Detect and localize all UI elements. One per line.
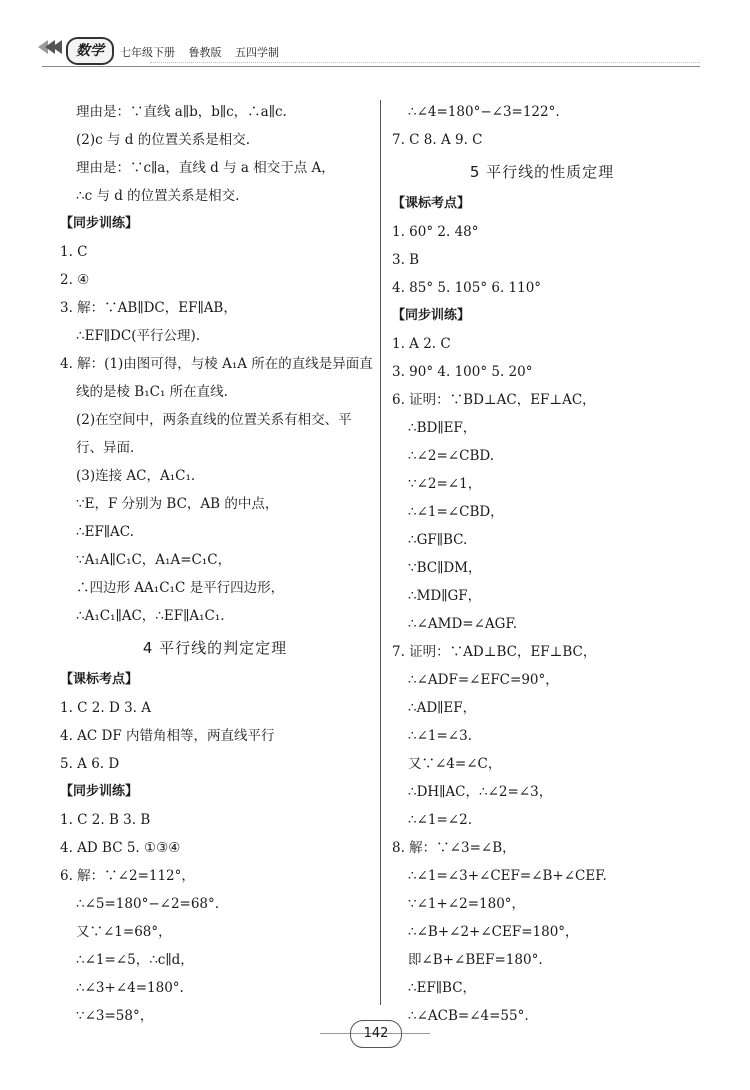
answer-line: ∴∠ACB=∠4=55°.: [408, 1008, 529, 1024]
answer-line: ∴∠1=∠2.: [408, 812, 472, 828]
answer-line: 1. A 2. C: [392, 336, 451, 352]
answer-line: ∴∠1=∠CBD，: [408, 504, 504, 520]
answer-line: ∴四边形 AA₁C₁C 是平行四边形，: [76, 580, 285, 596]
answer-line: ∴∠ADF=∠EFC=90°，: [408, 672, 559, 688]
answer-line: 1. C 2. D 3. A: [60, 700, 151, 716]
answer-line: ∴∠1=∠5，∴c∥d，: [76, 952, 194, 968]
section-label: 【课标考点】: [392, 196, 471, 211]
answer-line: (2)c 与 d 的位置关系是相交.: [76, 132, 250, 148]
arrow-decoration-icon: [38, 40, 59, 54]
answer-line: ∴c 与 d 的位置关系是相交.: [76, 188, 240, 204]
answer-line: ∴∠3+∠4=180°.: [76, 980, 184, 996]
answer-line: (2)在空间中，两条直线的位置关系有相交、平: [76, 412, 352, 428]
section-title: 5 平行线的性质定理: [469, 163, 615, 181]
grade-label: 七年级下册: [120, 46, 175, 59]
subject-badge: 数学: [66, 37, 114, 65]
section-label: 【同步训练】: [60, 784, 139, 799]
answer-line: ∴∠B+∠2+∠CEF=180°，: [408, 924, 579, 940]
answer-line: 4. 解：(1)由图可得，与棱 A₁A 所在的直线是异面直: [60, 356, 373, 372]
left-column: [60, 98, 373, 1030]
answer-line: ∴∠AMD=∠AGF.: [408, 616, 518, 632]
section-label: 【课标考点】: [60, 672, 139, 687]
answer-line: ∴EF∥AC.: [76, 524, 134, 540]
answer-line: ∴MD∥GF，: [408, 588, 482, 604]
answer-line: 1. 60° 2. 48°: [392, 224, 479, 240]
answer-line: 4. 85° 5. 105° 6. 110°: [392, 280, 542, 296]
answer-line: ∴GF∥BC.: [408, 532, 468, 548]
right-column: [392, 98, 692, 1030]
answer-line: ∵E，F 分别为 BC，AB 的中点，: [76, 496, 279, 512]
answer-line: ∴EF∥DC(平行公理).: [76, 328, 201, 344]
answer-line: 理由是：∵直线 a∥b，b∥c，∴a∥c.: [76, 104, 287, 120]
answer-line: ∴∠2=∠CBD.: [408, 448, 494, 464]
answer-line: ∵∠3=58°，: [76, 1008, 154, 1024]
answer-line: 2. ④: [60, 272, 90, 288]
answer-line: ∴BD∥EF，: [408, 420, 477, 436]
answer-line: 4. AC DF 内错角相等，两直线平行: [60, 728, 275, 744]
answer-line: 7. 证明：∵AD⊥BC，EF⊥BC，: [392, 644, 597, 660]
answer-line: ∵∠1+∠2=180°，: [408, 896, 526, 912]
answer-line: ∵BC∥DM，: [408, 560, 482, 576]
answer-line: 8. 解：∵∠3=∠B，: [392, 840, 516, 856]
answer-line: ∴∠4=180°−∠3=122°.: [408, 104, 560, 120]
answer-line: 又∵∠1=68°，: [76, 924, 172, 940]
answer-line: 5. A 6. D: [60, 756, 120, 772]
answer-line: ∴DH∥AC，∴∠2=∠3，: [408, 784, 553, 800]
edition-label: 鲁教版: [188, 46, 222, 59]
answer-line: 1. C 2. B 3. B: [60, 812, 151, 828]
answer-line: 4. AD BC 5. ①③④: [60, 840, 181, 856]
answer-line: (3)连接 AC，A₁C₁.: [76, 468, 196, 484]
answer-line: 3. B: [392, 252, 420, 268]
answer-line: 线的是棱 B₁C₁ 所在直线.: [76, 384, 228, 400]
answer-line: 即∠B+∠BEF=180°.: [408, 952, 543, 968]
answer-line: 7. C 8. A 9. C: [392, 132, 483, 148]
page-number: 142: [350, 1020, 402, 1048]
answer-line: 6. 证明：∵BD⊥AC，EF⊥AC，: [392, 392, 596, 408]
answer-line: ∴∠1=∠3.: [408, 728, 472, 744]
answer-line: 3. 90° 4. 100° 5. 20°: [392, 364, 533, 380]
answer-line: ∴A₁C₁∥AC，∴EF∥A₁C₁.: [76, 608, 225, 624]
header-rule: [42, 66, 700, 67]
section-title: 4 平行线的判定定理: [142, 639, 288, 657]
column-divider: [380, 100, 381, 1005]
page-header: [0, 0, 750, 70]
section-label: 【同步训练】: [60, 216, 139, 231]
answer-line: 理由是：∵c∥a，直线 d 与 a 相交于点 A，: [76, 160, 335, 176]
answer-line: 1. C: [60, 244, 88, 260]
answer-line: ∴EF∥BC，: [408, 980, 477, 996]
answer-line: ∵∠2=∠1，: [408, 476, 482, 492]
header-dotted-rule: [150, 62, 700, 63]
answer-line: 又∵∠4=∠C，: [408, 756, 502, 772]
answer-line: ∴AD∥EF，: [408, 700, 477, 716]
book-info: [120, 44, 289, 60]
answer-line: 行、异面.: [76, 440, 135, 456]
answer-line: 3. 解：∵AB∥DC，EF∥AB，: [60, 300, 237, 316]
system-label: 五四学制: [235, 46, 279, 59]
answer-line: ∵A₁A∥C₁C，A₁A=C₁C，: [76, 552, 232, 568]
answer-line: 6. 解：∵∠2=112°，: [60, 868, 195, 884]
section-label: 【同步训练】: [392, 308, 471, 323]
answer-line: ∴∠1=∠3+∠CEF=∠B+∠CEF.: [408, 868, 607, 884]
answer-line: ∴∠5=180°−∠2=68°.: [76, 896, 220, 912]
